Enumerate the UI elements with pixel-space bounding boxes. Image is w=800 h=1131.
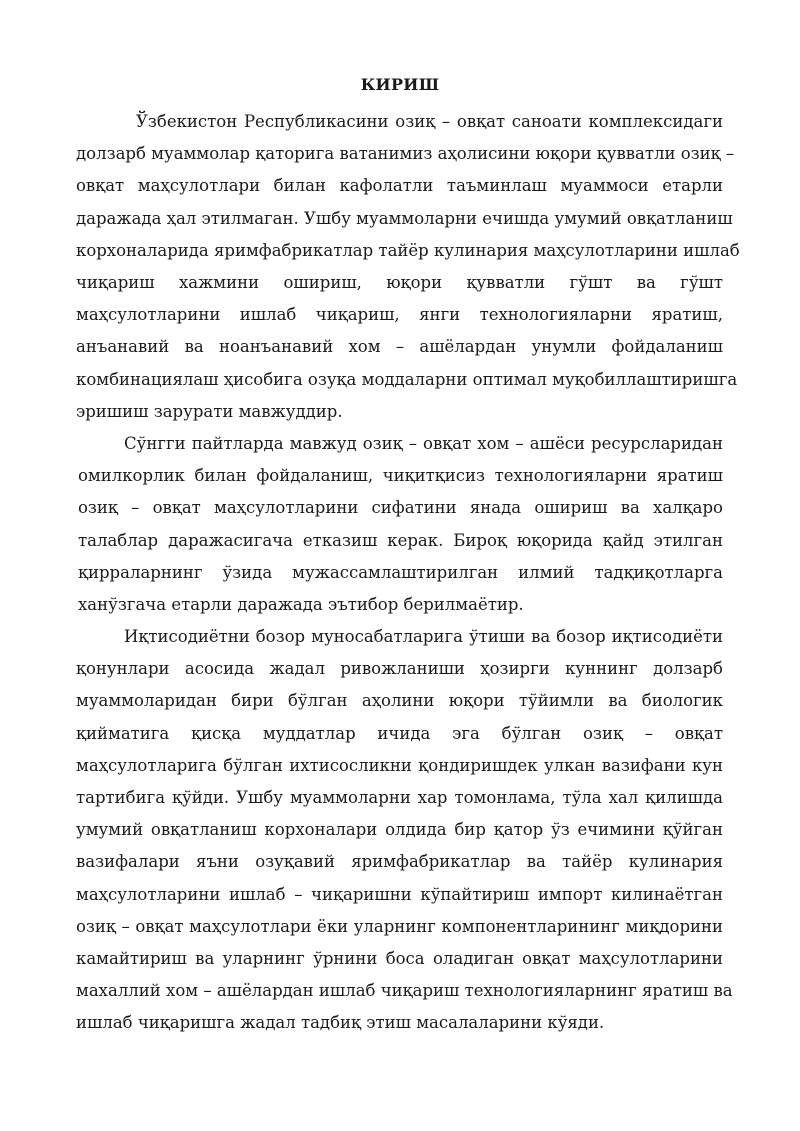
paragraph-3-line: маҳсулотларини ишлаб – чиқаришни кўпайтириш импорт килинаётган	[76, 884, 723, 904]
paragraph-2-line: қирраларнинг ўзида мужассамлаштирилган илмий тадқиқотларга	[78, 562, 723, 582]
paragraph-3-line: ишлаб чиқаришга жадал тадбиқ этиш масалаларини кўяди.	[76, 1013, 605, 1033]
paragraph-1-line: эришиш зарурати мавжуддир.	[76, 401, 343, 421]
paragraph-2-line: озиқ – овқат маҳсулотларини сифатини янада ошириш ва халқаро	[78, 498, 723, 518]
paragraph-3-line: камайтириш ва уларнинг ўрнини боса оладиган овқат маҳсулотларини	[76, 949, 723, 968]
paragraph-1-line: комбинациялаш ҳисобига озуқа моддаларни оптимал муқобиллаштиришга	[76, 369, 738, 389]
paragraph-1-line: Ўзбекистон Республикасини озиқ – овқат саноати комплексидаги	[136, 112, 723, 131]
paragraph-1-line: анъанавий ва ноанъанавий хом – ашёлардан унумли фойдаланиш	[76, 337, 723, 357]
paragraph-3-line: тартибига қўйди. Ушбу муаммоларни хар томонлама, тўла хал қилишда	[76, 788, 723, 807]
paragraph-3-line: умумий овқатланиш корхоналари олдида бир қатор ўз ечимини қўйган	[76, 820, 723, 840]
page-title: КИРИШ	[360, 75, 440, 94]
paragraph-2-line: талаблар даражасигача етказиш керак. Бироқ юқорида қайд этилган	[78, 530, 723, 550]
paragraph-3-line: қонунлари асосида жадал ривожланиши ҳозирги куннинг долзарб	[76, 659, 723, 679]
paragraph-1-line: даражада ҳал этилмаган. Ушбу муаммоларни ечишда умумий овқатланиш	[76, 208, 733, 228]
paragraph-2-line: омилкорлик билан фойдаланиш, чиқитқисиз технологияларни яратиш	[78, 466, 723, 486]
paragraph-1-line: долзарб муаммолар қаторига ватанимиз аҳолисини юқори қувватли озиқ –	[76, 144, 735, 164]
paragraph-2-line: Сўнгги пайтларда мавжуд озиқ – овқат хом – ашёси ресурсларидан	[124, 434, 723, 453]
paragraph-3-line: маҳсулотларига бўлган ихтисосликни қондиришдек улкан вазифани кун	[76, 755, 723, 775]
paragraph-3-line: муаммоларидан бири бўлган аҳолини юқори тўйимли ва биологик	[76, 691, 723, 711]
paragraph-1-line: овқат маҳсулотлари билан кафолатли таъминлаш муаммоси етарли	[76, 176, 723, 196]
paragraph-3-line: вазифалари яъни озуқавий яримфабрикатлар ва тайёр кулинария	[76, 852, 723, 872]
paragraph-3-line: қийматига қисқа муддатлар ичида эга бўлган озиқ – овқат	[76, 723, 723, 743]
paragraph-3-line: Иқтисодиётни бозор муносабатларига ўтиши ва бозор иқтисодиёти	[124, 627, 723, 646]
paragraph-2-line: ханўзгача етарли даражада эътибор берилмаётир.	[78, 595, 524, 614]
paragraph-1-line: чиқариш хажмини ошириш, юқори қувватли гўшт ва гўшт	[76, 273, 723, 292]
paragraph-1-line: корхоналарида яримфабрикатлар тайёр кулинария маҳсулотларини ишлаб	[76, 240, 740, 260]
paragraph-3-line: озиқ – овқат маҳсулотлари ёки уларнинг компонентларининг миқдорини	[76, 916, 723, 936]
paragraph-1-line: маҳсулотларини ишлаб чиқариш, янги технологияларни яратиш,	[76, 305, 723, 325]
paragraph-3-line: махаллий хом – ашёлардан ишлаб чиқариш технологияларнинг яратиш ва	[76, 981, 733, 1001]
